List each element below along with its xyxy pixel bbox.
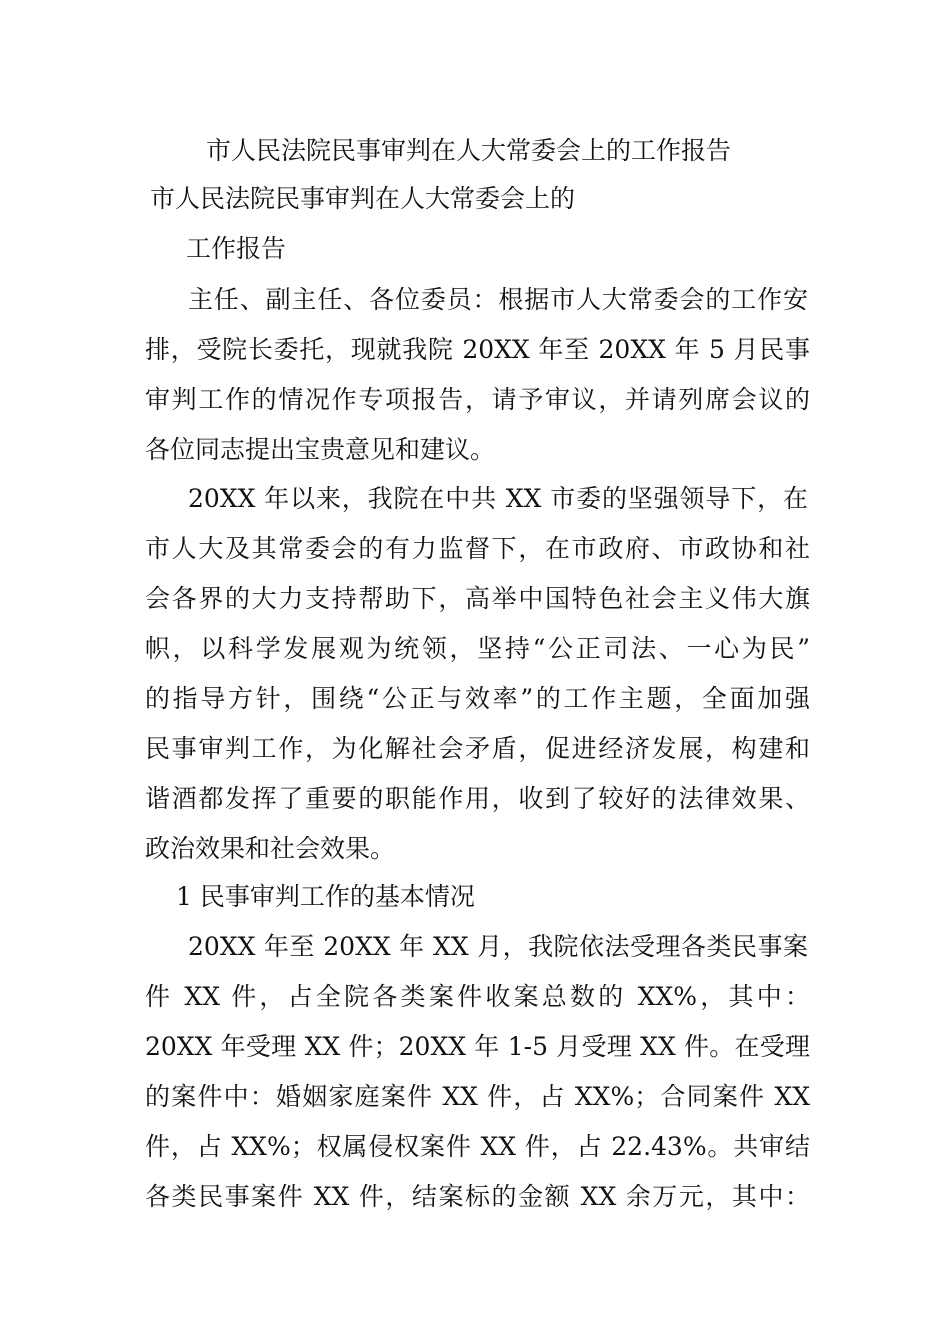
paragraph-2-line-1: 20XX 年以来，我院在中共 XX 市委的坚强领导下，在 [188, 484, 808, 513]
section-paragraph-line-1: 20XX 年至 20XX 年 XX 月，我院依法受理各类民事案 [188, 932, 808, 961]
section-paragraph-line-6: 各类民事案件 XX 件，结案标的金额 XX 余万元，其中： [145, 1182, 810, 1211]
section-heading: 1 民事审判工作的基本情况 [176, 882, 475, 911]
report-heading-line-1: 市人民法院民事审判在人大常委会上的 [150, 184, 576, 213]
paragraph-2-line-4: 帜，以科学发展观为统领，坚持“公正司法、一心为民” [145, 634, 810, 663]
paragraph-1-line-2: 排，受院长委托，现就我院 20XX 年至 20XX 年 5 月民事 [145, 335, 810, 364]
paragraph-2-line-7: 谐酒都发挥了重要的职能作用，收到了较好的法律效果、 [145, 784, 810, 813]
section-paragraph-line-5: 件，占 XX%；权属侵权案件 XX 件，占 22.43%。共审结 [145, 1132, 810, 1161]
section-paragraph-line-4: 的案件中：婚姻家庭案件 XX 件，占 XX%；合同案件 XX [145, 1082, 810, 1111]
paragraph-2-line-8: 政治效果和社会效果。 [145, 834, 396, 863]
paragraph-2-line-6: 民事审判工作，为化解社会矛盾，促进经济发展，构建和 [145, 734, 810, 763]
paragraph-1-line-4: 各位同志提出宝贵意见和建议。 [145, 435, 496, 464]
paragraph-1-line-1: 主任、副主任、各位委员：根据市人大常委会的工作安 [188, 285, 808, 314]
paragraph-2-line-5: 的指导方针，围绕“公正与效率”的工作主题，全面加强 [145, 684, 810, 713]
paragraph-1-line-3: 审判工作的情况作专项报告，请予审议，并请列席会议的 [145, 385, 810, 414]
document-title: 市人民法院民事审判在人大常委会上的工作报告 [206, 136, 732, 165]
paragraph-2-line-2: 市人大及其常委会的有力监督下，在市政府、市政协和社 [145, 534, 810, 563]
section-paragraph-line-2: 件 XX 件，占全院各类案件收案总数的 XX%，其中： [145, 982, 810, 1011]
report-heading-line-2: 工作报告 [186, 234, 287, 263]
section-paragraph-line-3: 20XX 年受理 XX 件；20XX 年 1-5 月受理 XX 件。在受理 [145, 1032, 810, 1061]
paragraph-2-line-3: 会各界的大力支持帮助下，高举中国特色社会主义伟大旗 [145, 584, 810, 613]
